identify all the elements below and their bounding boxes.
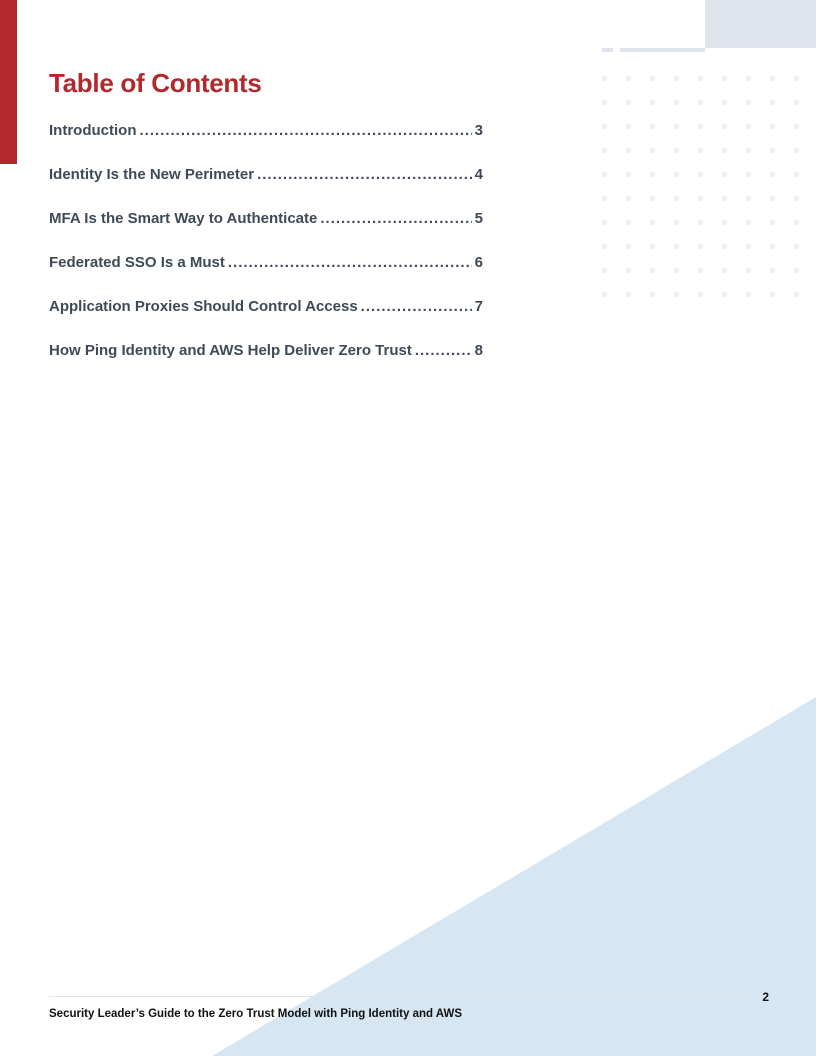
toc-entry[interactable]: [49, 342, 483, 386]
toc-leader-dots: [228, 254, 472, 271]
toc-entry-title: Identity Is the New Perimeter: [49, 166, 255, 183]
toc-leader-dots: [415, 342, 472, 359]
toc-entry[interactable]: [49, 210, 483, 254]
toc-entry-page: 5: [474, 210, 483, 227]
toc-entry-page: 3: [474, 122, 483, 139]
toc-entry-page: 6: [474, 254, 483, 271]
toc-entry-title: Introduction: [49, 122, 137, 139]
toc-entry[interactable]: [49, 122, 483, 166]
toc-entry[interactable]: [49, 298, 483, 342]
table-of-contents: [49, 122, 483, 386]
toc-entry-page: 8: [474, 342, 483, 359]
toc-entry-title: Federated SSO Is a Must: [49, 254, 225, 271]
toc-leader-dots: [139, 122, 471, 139]
footer-document-title: Security Leader’s Guide to the Zero Trust Model with Ping Identity and AWS: [49, 1008, 462, 1020]
toc-entry-title: Application Proxies Should Control Access: [49, 298, 358, 315]
toc-entry-page: 7: [474, 298, 483, 315]
page-title: Table of Contents: [49, 68, 262, 98]
toc-entry[interactable]: [49, 166, 483, 210]
toc-leader-dots: [320, 210, 471, 227]
toc-entry-title: MFA Is the Smart Way to Authenticate: [49, 210, 318, 227]
toc-entry-page: 4: [474, 166, 483, 183]
toc-entry-title: How Ping Identity and AWS Help Deliver Zero Trust: [49, 342, 412, 359]
page-number: 2: [762, 990, 769, 1004]
toc-leader-dots: [257, 166, 472, 183]
toc-leader-dots: [361, 298, 472, 315]
footer-divider: [49, 996, 769, 997]
toc-entry[interactable]: [49, 254, 483, 298]
